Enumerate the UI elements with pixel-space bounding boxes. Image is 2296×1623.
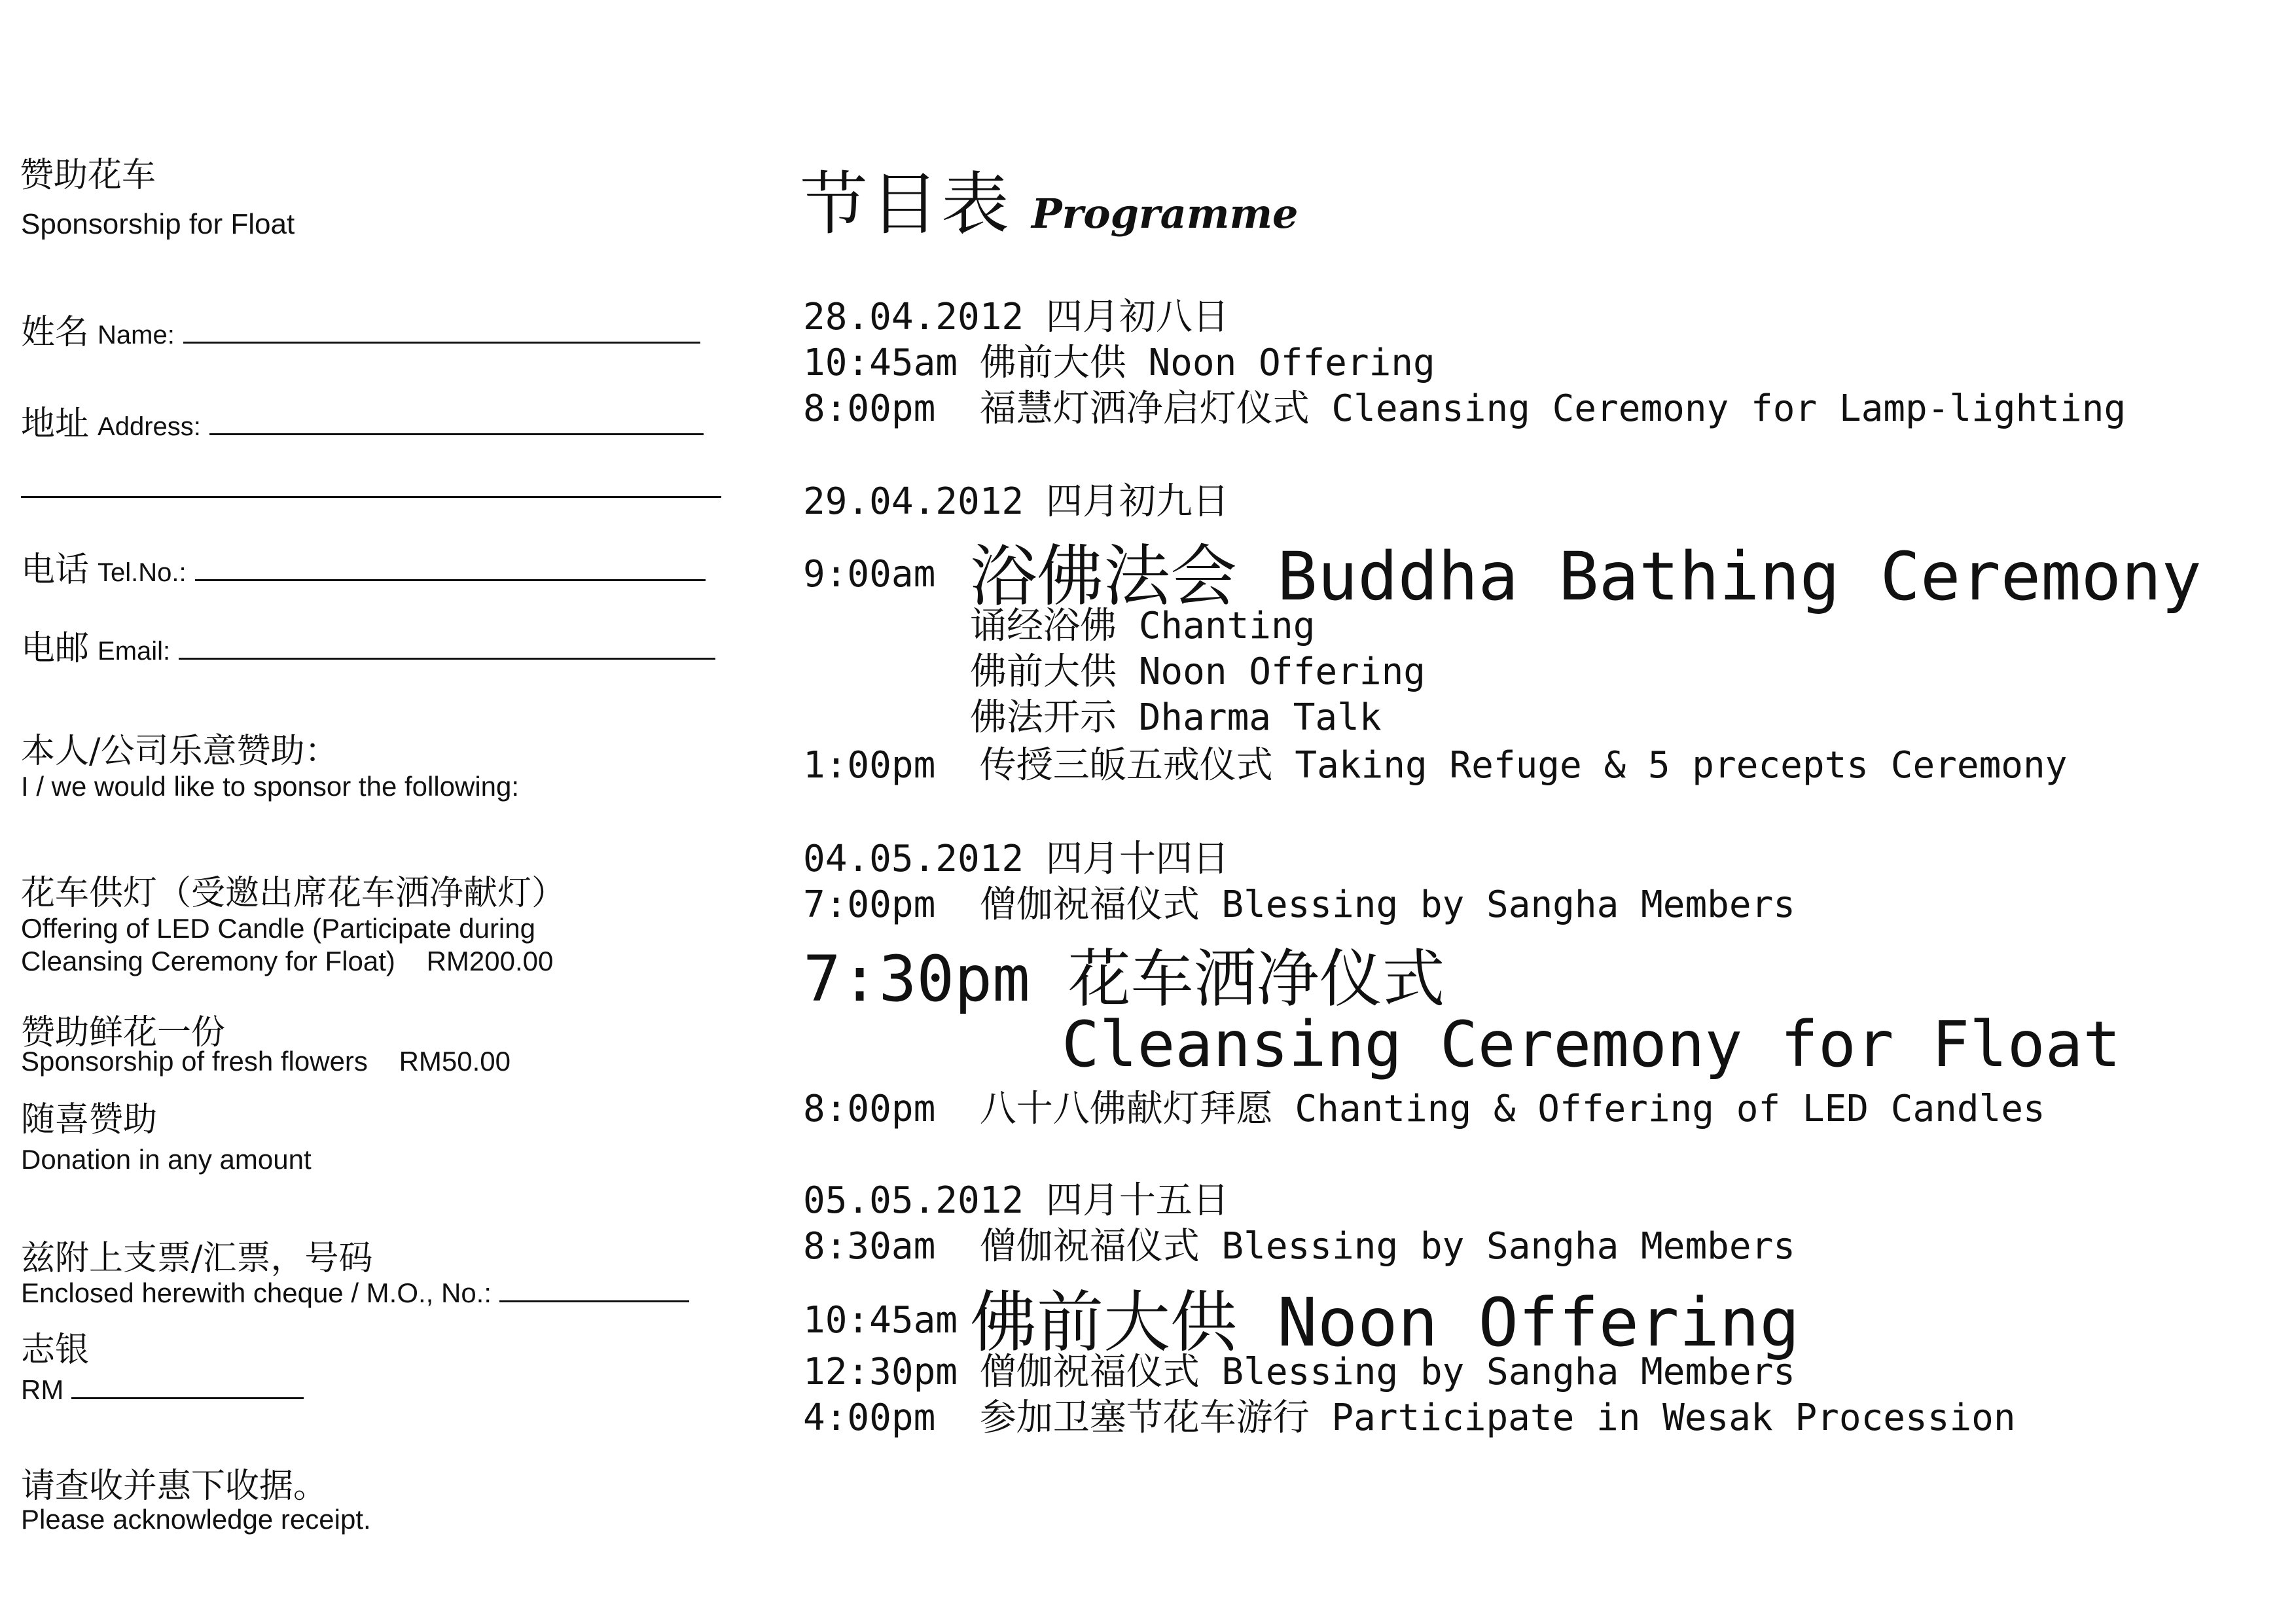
tel-label-cn: 电话: [21, 550, 90, 590]
address-label-cn: 地址: [21, 404, 90, 444]
day3-item-1: 7:00pm 僧伽祝福仪式 Blessing by Sangha Members: [803, 883, 1796, 926]
day4-date: 05.05.2012 四月十五日: [803, 1179, 1229, 1222]
name-label-en: Name:: [98, 321, 175, 349]
sponsor-intent-en: I / we would like to sponsor the following:: [21, 771, 520, 802]
form-title-en: Sponsorship for Float: [21, 208, 295, 240]
day2-subitem-1: 诵经浴佛 Chanting: [970, 605, 1316, 647]
day1-item-2: 8:00pm 福慧灯洒净启灯仪式 Cleansing Ceremony for Lamp-lighting: [803, 387, 2126, 430]
day4-item-3: 12:30pm 僧伽祝福仪式 Blessing by Sangha Members: [803, 1351, 1796, 1393]
address-blank-line-2[interactable]: [21, 496, 721, 498]
email-label-cn: 电邮: [21, 629, 90, 668]
item-flowers-price: RM50.00: [399, 1046, 511, 1077]
item-led-candle-price: RM200.00: [426, 946, 554, 976]
item-led-candle-en-2-text: Cleansing Ceremony for Float): [21, 946, 395, 976]
cheque-label-cn: 兹附上支票/汇票，号码: [21, 1239, 373, 1278]
email-field[interactable]: [21, 620, 715, 669]
name-blank-line[interactable]: [183, 342, 700, 344]
address-field[interactable]: [21, 396, 704, 445]
day3-date: 04.05.2012 四月十四日: [803, 838, 1229, 880]
day4-time-2: 10:45am: [803, 1299, 958, 1342]
day3-highlight-line-1: 7:30pm 花车洒净仪式: [803, 942, 1445, 1016]
item-flowers-en: [21, 1046, 511, 1077]
cheque-blank-line[interactable]: [499, 1300, 689, 1302]
programme-title: [800, 149, 1299, 247]
day2-item-2: 1:00pm 传授三皈五戒仪式 Taking Refuge & 5 precepts Ceremony: [803, 744, 2068, 787]
amount-label-cn: 志银: [21, 1330, 90, 1370]
receipt-note-cn: 请查收并惠下收据。: [21, 1467, 328, 1506]
programme-title-cn: 节目表: [800, 164, 1013, 244]
item-flowers-en-text: Sponsorship of fresh flowers: [21, 1046, 368, 1077]
day2-time-1: 9:00am: [803, 553, 936, 596]
tel-blank-line[interactable]: [195, 579, 706, 581]
sponsor-intent-cn: 本人/公司乐意赞助：: [21, 732, 339, 771]
item-led-candle-cn: 花车供灯（受邀出席花车洒净献灯）: [21, 874, 566, 913]
day3-item-2: 8:00pm 八十八佛献灯拜愿 Chanting & Offering of LED Candles: [803, 1088, 2045, 1130]
day2-event-1: 浴佛法会 Buddha Bathing Ceremony: [970, 538, 2202, 616]
day1-item-1: 10:45am 佛前大供 Noon Offering: [803, 342, 1435, 384]
day2-subitem-3: 佛法开示 Dharma Talk: [970, 696, 1382, 739]
tel-label-en: Tel.No.:: [98, 558, 187, 587]
address-label-en: Address:: [98, 412, 201, 441]
item-led-candle-en-2: [21, 946, 553, 977]
form-title-cn: 赞助花车: [20, 156, 156, 195]
amount-field[interactable]: [21, 1374, 304, 1406]
email-label-en: Email:: [98, 637, 171, 666]
address-blank-line[interactable]: [209, 433, 704, 435]
day4-item-1: 8:30am 僧伽祝福仪式 Blessing by Sangha Members: [803, 1225, 1796, 1268]
tel-field[interactable]: [21, 542, 706, 591]
item-donation-en: Donation in any amount: [21, 1144, 312, 1175]
email-blank-line[interactable]: [179, 658, 715, 660]
item-donation-cn: 随喜赞助: [21, 1100, 158, 1139]
day1-date: 28.04.2012 四月初八日: [803, 296, 1229, 338]
item-led-candle-en-1: Offering of LED Candle (Participate during: [21, 913, 535, 944]
day2-subitem-2: 佛前大供 Noon Offering: [970, 651, 1426, 693]
cheque-label-en: Enclosed herewith cheque / M.O., No.:: [21, 1277, 492, 1308]
name-field[interactable]: [21, 304, 700, 353]
day2-date: 29.04.2012 四月初九日: [803, 480, 1229, 523]
amount-blank-line[interactable]: [71, 1397, 304, 1399]
item-flowers-cn: 赞助鲜花一份: [21, 1013, 226, 1052]
amount-label-en: RM: [21, 1374, 64, 1405]
day4-event-2: 佛前大供 Noon Offering: [970, 1284, 1800, 1362]
cheque-field[interactable]: [21, 1277, 689, 1309]
day4-item-4: 4:00pm 参加卫塞节花车游行 Participate in Wesak Procession: [803, 1397, 2016, 1439]
programme-title-en: Programme: [1031, 190, 1299, 238]
name-label-cn: 姓名: [21, 313, 90, 352]
day3-highlight-line-2: Cleansing Ceremony for Float: [1062, 1008, 2121, 1081]
receipt-note-en: Please acknowledge receipt.: [21, 1504, 371, 1535]
